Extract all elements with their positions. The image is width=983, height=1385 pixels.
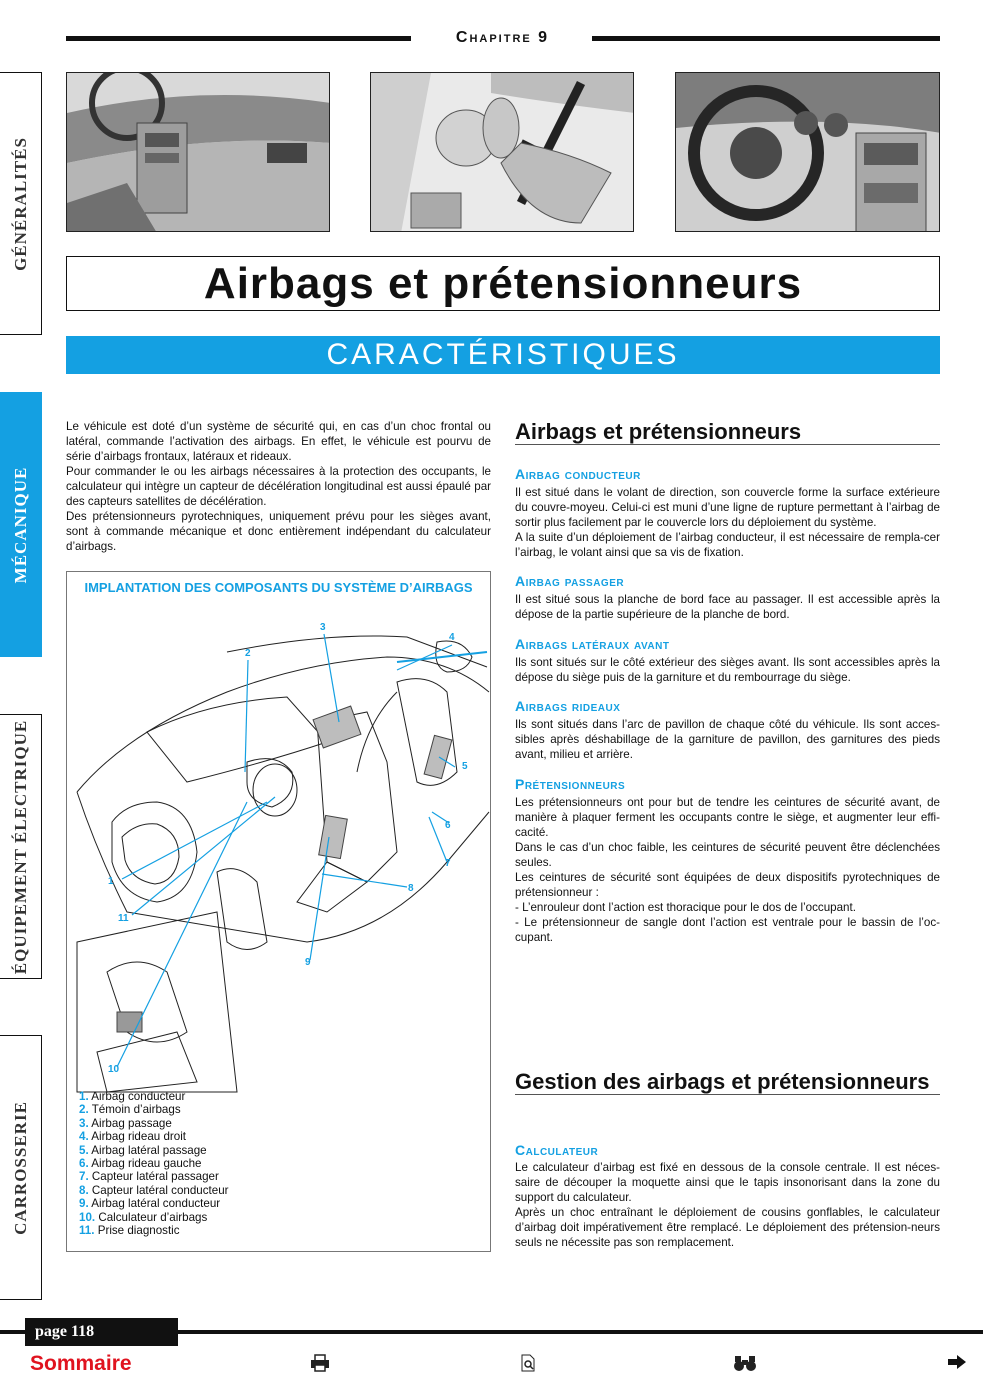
legend-item: 7. Capteur latéral passager — [79, 1170, 219, 1184]
subsection-text: Il est situé sous la planche de bord face au passager. Il est accessible après la dépose de la partie supérieure de la planche de bord. — [515, 593, 940, 621]
airbag-components-figure — [66, 571, 491, 1252]
subsection-title: Airbags rideaux — [515, 698, 621, 714]
tab-label: CARROSSERIE — [10, 1100, 30, 1235]
subsection-title: Airbag conducteur — [515, 466, 641, 482]
legend-item: 5. Airbag latéral passage — [79, 1143, 207, 1157]
callout-11: 11 — [118, 913, 129, 924]
legend-item: 9. Airbag latéral conducteur — [79, 1197, 221, 1211]
chapter-title: Chapitre 9 — [455, 29, 550, 46]
figure-title: IMPLANTATION DES COMPOSANTS DU SYSTÈME D’AIRBAGS — [84, 580, 473, 595]
legend-item: 3. Airbag passage — [79, 1116, 172, 1130]
section-band: CARACTÉRISTIQUES — [66, 336, 940, 374]
callout-1: 1 — [108, 876, 114, 887]
arrow-right-icon[interactable] — [947, 1354, 967, 1375]
tab-label: GÉNÉRALITÉS — [10, 136, 30, 271]
tab-label: ÉQUIPEMENT ÉLECTRIQUE — [10, 719, 30, 974]
subsection-text: Ils sont situés dans l’arc de pavillon de chaque côté du véhicule. Ils sont acces-sibles après déshabillage de la garniture de pavillon, des garnitures des pieds avant, milieu et arrière. — [515, 718, 940, 761]
section-heading: Airbags et prétensionneurs — [515, 419, 940, 445]
callout-10: 10 — [108, 1064, 120, 1075]
sommaire-link[interactable]: Sommaire — [30, 1352, 132, 1375]
callout-6: 6 — [445, 820, 451, 831]
callout-4: 4 — [449, 632, 455, 643]
search-doc-icon[interactable] — [520, 1354, 536, 1377]
header-rule-left — [66, 36, 411, 41]
section-heading: Gestion des airbags et prétensionneurs — [515, 1069, 940, 1095]
callout-8: 8 — [408, 883, 414, 894]
legend-item: 1. Airbag conducteur — [79, 1090, 186, 1103]
intro-text — [66, 419, 491, 554]
subsection-text: Le calculateur d’airbag est fixé en dessous de la console centrale. Il est néces-saire de découper la moquette ainsi que le tapis insonorisant dans la zone du support du calculateur. Après un choc entraînant le déploiement de cousins gonflables, le calculateur d’airbag doit impérativement être remplacé. Le déploiement des prétension-neurs seuls ne nécessite pas son remplacement. — [515, 1161, 940, 1249]
page-number: page 118 — [25, 1318, 178, 1346]
subsection-text: Il est situé dans le volant de direction, son couvercle forme la surface extérieure du couvre-moyeu. Celui-ci est muni d’une ligne de rupture permettant à l’airbag de sortir plus facilement par le couvercle lors du déploiement du système. A la suite d’un déploiement de l’airbag conducteur, il est nécessaire de rempla-cer l’airbag, le volant ainsi que sa vis de fixation. — [515, 486, 940, 559]
callout-5: 5 — [462, 761, 468, 772]
legend-item: 10. Calculateur d’airbags — [79, 1210, 208, 1224]
airbag-deployment-photo — [370, 72, 634, 232]
subsection-title: Prétensionneurs — [515, 776, 626, 792]
figure-legend — [79, 1090, 229, 1237]
subsection-text: Ils sont situés sur le côté extérieur des sièges avant. Ils sont accessibles après la dépose du siège puis de la garniture et du rembourrage du siège. — [515, 656, 940, 684]
tab-equipement-electrique[interactable] — [0, 714, 42, 979]
intro-paragraph: Des prétensionneurs pyrotechniques, uniquement prévu pour les sièges avant, sont à commande mécanique et donc entièrement indépendant du calculateur d’airbags. — [66, 510, 491, 553]
callout-7: 7 — [445, 858, 451, 869]
header-rule-right — [592, 36, 940, 41]
car-cutaway-diagram — [67, 612, 492, 1112]
subsection-title: Airbags latéraux avant — [515, 636, 670, 652]
page-title: Airbags et prétensionneurs — [66, 256, 940, 311]
subsection-title: Airbag passager — [515, 573, 625, 589]
legend-item: 4. Airbag rideau droit — [79, 1130, 187, 1144]
subsection-title: Calculateur — [515, 1142, 599, 1158]
callout-9: 9 — [305, 957, 311, 968]
dashboard-photo — [66, 72, 330, 232]
legend-item: 11. Prise diagnostic — [79, 1224, 180, 1238]
legend-item: 6. Airbag rideau gauche — [79, 1157, 202, 1171]
callout-2: 2 — [245, 648, 251, 659]
intro-paragraph: Pour commander le ou les airbags nécessaires à la protection des occupants, le calculateur qui intègre un capteur de décélération longitudinal est aussi épaulé par des capteurs satellites de décélération. — [66, 465, 491, 508]
callout-3: 3 — [320, 622, 326, 633]
steering-wheel-photo — [675, 72, 940, 232]
tab-carrosserie[interactable] — [0, 1035, 42, 1300]
legend-item: 2. Témoin d’airbags — [79, 1103, 181, 1117]
tab-generalites[interactable] — [0, 72, 42, 335]
tab-mecanique[interactable] — [0, 392, 42, 657]
legend-item: 8. Capteur latéral conducteur — [79, 1183, 229, 1197]
binoculars-icon[interactable] — [733, 1354, 757, 1377]
subsection-text: Les prétensionneurs ont pour but de tendre les ceintures de sécurité avant, de manière à plaquer ferment les occupants contre le siège, et augmenter leur effi-cacité. Dans le cas d’un choc faible, les ceintures de sécurité peuvent être déclenchées seules. Les ceintures de sécurité sont équipées de deux dispositifs pyrotechniques de prétensionneur : - L’enrouleur dont l’action est thoracique pour le dos de l’occupant. - Le prétensionneur de sangle dont l’action est ventrale pour le bassin de l’oc-cupant. — [515, 796, 940, 944]
tab-label: MÉCANIQUE — [10, 466, 30, 583]
intro-paragraph: Le véhicule est doté d’un système de sécurité qui, en cas d’un choc frontal ou latéral, commande l’activation des airbags. En effet, le véhicule est pourvu de série d’airbags frontaux, latéraux et rideaux. — [66, 420, 491, 463]
printer-icon[interactable] — [310, 1354, 330, 1377]
